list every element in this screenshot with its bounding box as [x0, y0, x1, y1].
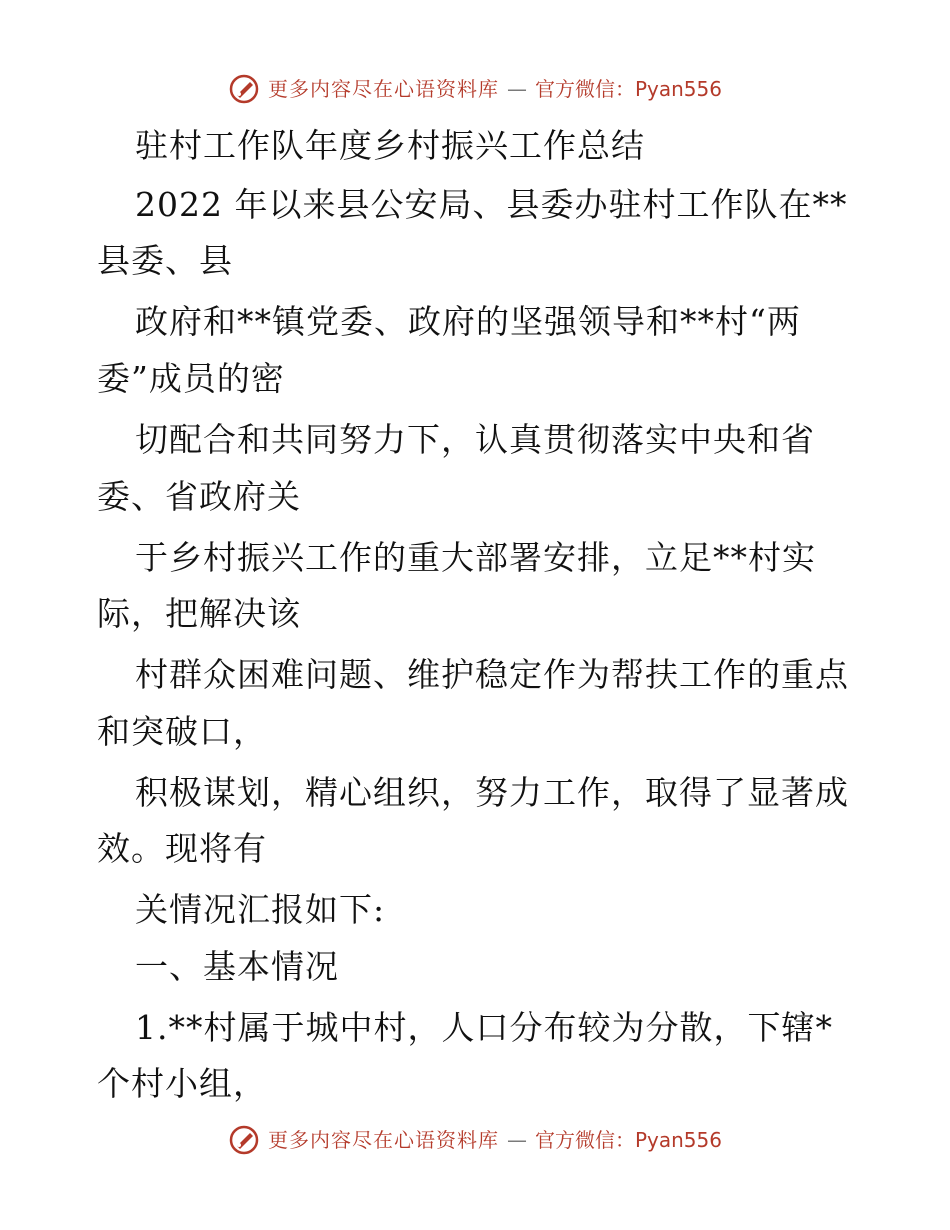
section-heading: 一、基本情况: [135, 947, 339, 986]
paragraph-line: 和突破口，: [97, 712, 267, 751]
paragraph-line: 委”成员的密: [97, 359, 285, 398]
paragraph-line: 政府和**镇党委、政府的坚强领导和**村“两: [135, 302, 801, 341]
watermark-top: [0, 74, 950, 104]
paragraph-line: 委、省政府关: [97, 477, 301, 516]
paragraph-line: 效。现将有: [97, 829, 267, 868]
paragraph-line: 县委、县: [97, 241, 233, 280]
watermark-contact: 官方微信：Pyan556: [534, 77, 722, 101]
watermark-bottom: [0, 1125, 950, 1155]
paragraph-line: 于乡村振兴工作的重大部署安排，立足**村实: [135, 538, 816, 577]
paragraph-line: 积极谋划，精心组织，努力工作，取得了显著成: [135, 773, 849, 812]
brand-logo-icon: [228, 1124, 260, 1156]
document-title: 驻村工作队年度乡村振兴工作总结: [135, 126, 645, 165]
brand-logo-icon: [228, 73, 260, 105]
watermark-separator: —: [506, 77, 527, 101]
paragraph-line: 1.**村属于城中村，人口分布较为分散，下辖*: [135, 1008, 833, 1047]
paragraph-line: 个村小组，: [97, 1064, 267, 1103]
paragraph-line: 2022 年以来县公安局、县委办驻村工作队在**: [135, 185, 848, 224]
watermark-text: 更多内容尽在心语资料库: [267, 77, 499, 101]
watermark-contact: 官方微信：Pyan556: [534, 1128, 722, 1152]
watermark-separator: —: [506, 1128, 527, 1152]
paragraph-line: 切配合和共同努力下，认真贯彻落实中央和省: [135, 420, 815, 459]
paragraph-line: 村群众困难问题、维护稳定作为帮扶工作的重点: [135, 655, 849, 694]
paragraph-line: 关情况汇报如下:: [135, 890, 386, 929]
paragraph-line: 际，把解决该: [97, 594, 301, 633]
watermark-text: 更多内容尽在心语资料库: [267, 1128, 499, 1152]
